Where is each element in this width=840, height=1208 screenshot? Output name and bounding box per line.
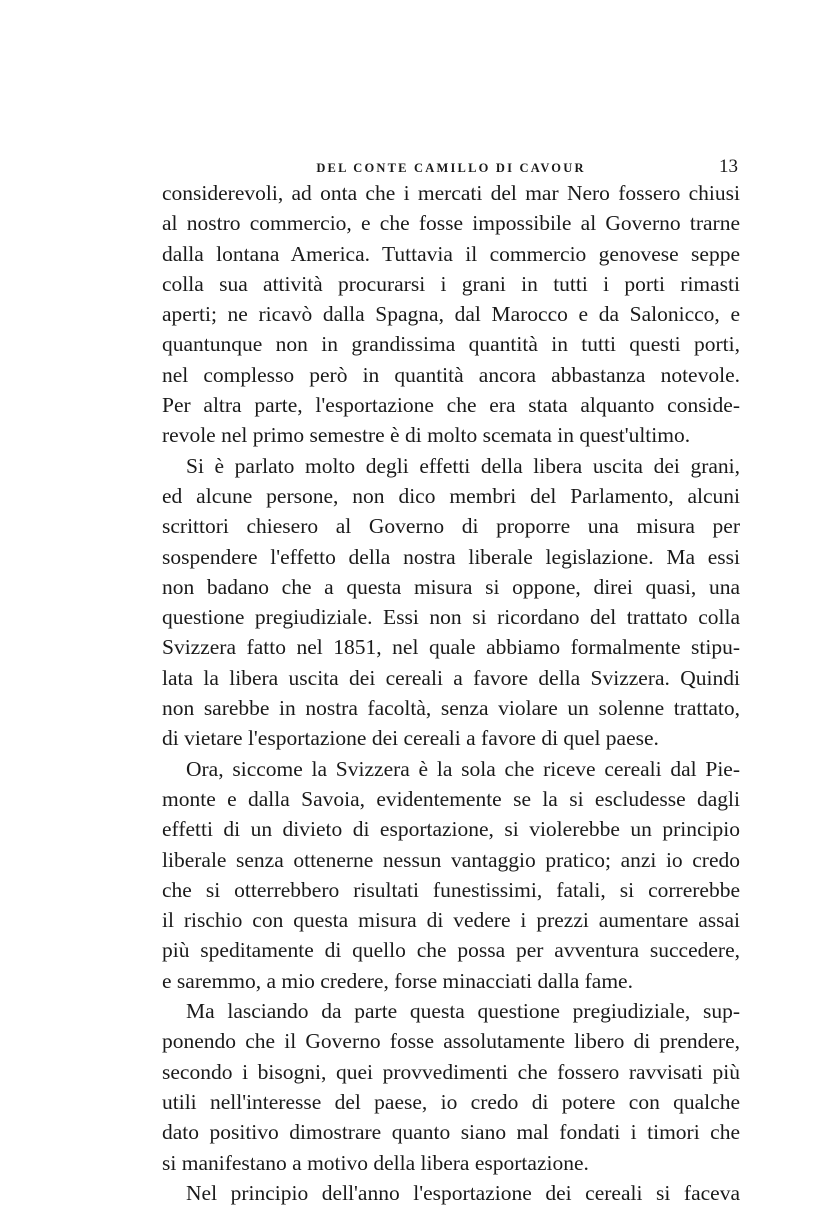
text-line: aperti; ne ricavò dalla Spagna, dal Marocco e da Salonicco, e [162, 302, 740, 327]
text-line: dato positivo dimostrare quanto siano mal fondati i timori che [162, 1120, 740, 1145]
text-line: nel complesso però in quantità ancora abbastanza notevole. [162, 362, 740, 387]
text-line: non sarebbe in nostra facoltà, senza violare un solenne trattato, [162, 696, 740, 721]
text-line: che si otterrebbero risultati funestissimi, fatali, si correrebbe [162, 877, 740, 902]
text-line: il rischio con questa misura di vedere i prezzi aumentare assai [162, 908, 740, 933]
text-line: non badano che a questa misura si oppone, direi quasi, una [162, 574, 740, 599]
text-line: al nostro commercio, e che fosse impossibile al Governo trarne [162, 211, 740, 236]
text-line: effetti di un divieto di esportazione, si violerebbe un principio [162, 817, 740, 842]
text-line: utili nell'interesse del paese, io credo di potere con qualche [162, 1089, 740, 1114]
text-line: scrittori chiesero al Governo di proporre una misura per [162, 514, 740, 539]
running-title: DEL CONTE CAMILLO DI CAVOUR [316, 161, 586, 175]
text-line: revole nel primo semestre è di molto scemata in quest'ultimo. [162, 423, 691, 448]
text-body [162, 178, 740, 1208]
text-line: Ora, siccome la Svizzera è la sola che riceve cereali dal Pie- [186, 756, 740, 781]
page-number: 13 [719, 156, 738, 177]
text-line: si manifestano a motivo della libera esportazione. [162, 1150, 589, 1175]
text-line: dalla lontana America. Tuttavia il commercio genovese seppe [162, 241, 740, 266]
text-line: Si è parlato molto degli effetti della libera uscita dei grani, [186, 453, 740, 478]
text-line: ponendo che il Governo fosse assolutamente libero di prendere, [162, 1029, 740, 1054]
text-line: colla sua attività procurarsi i grani in tutti i porti rimasti [162, 271, 740, 296]
text-line: Svizzera fatto nel 1851, nel quale abbiamo formalmente stipu- [162, 635, 740, 660]
text-line: e saremmo, a mio credere, forse minacciati dalla fame. [162, 968, 633, 993]
text-line: considerevoli, ad onta che i mercati del mar Nero fossero chiusi [162, 181, 740, 205]
text-line: quantunque non in grandissima quantità in tutti questi porti, [162, 332, 740, 357]
text-line: questione pregiudiziale. Essi non si ricordano del trattato colla [162, 605, 740, 630]
running-head [162, 157, 740, 179]
text-line: liberale senza ottenerne nessun vantaggio pratico; anzi io credo [162, 847, 740, 872]
text-line: Nel principio dell'anno l'esportazione dei cereali si faceva [186, 1180, 740, 1205]
text-line: lata la libera uscita dei cereali a favore della Svizzera. Quindi [162, 665, 740, 690]
text-line: Per altra parte, l'esportazione che era stata alquanto conside- [162, 393, 740, 418]
text-line: ed alcune persone, non dico membri del Parlamento, alcuni [162, 483, 740, 508]
text-line: di vietare l'esportazione dei cereali a favore di quel paese. [162, 726, 659, 751]
text-line: secondo i bisogni, quei provvedimenti che fossero ravvisati più [162, 1059, 740, 1084]
text-line: più speditamente di quello che possa per avventura succedere, [162, 938, 740, 963]
text-line: monte e dalla Savoia, evidentemente se la si escludesse dagli [162, 786, 740, 811]
text-line: sospendere l'effetto della nostra liberale legislazione. Ma essi [162, 544, 740, 569]
text-line: Ma lasciando da parte questa questione pregiudiziale, sup- [186, 999, 740, 1024]
